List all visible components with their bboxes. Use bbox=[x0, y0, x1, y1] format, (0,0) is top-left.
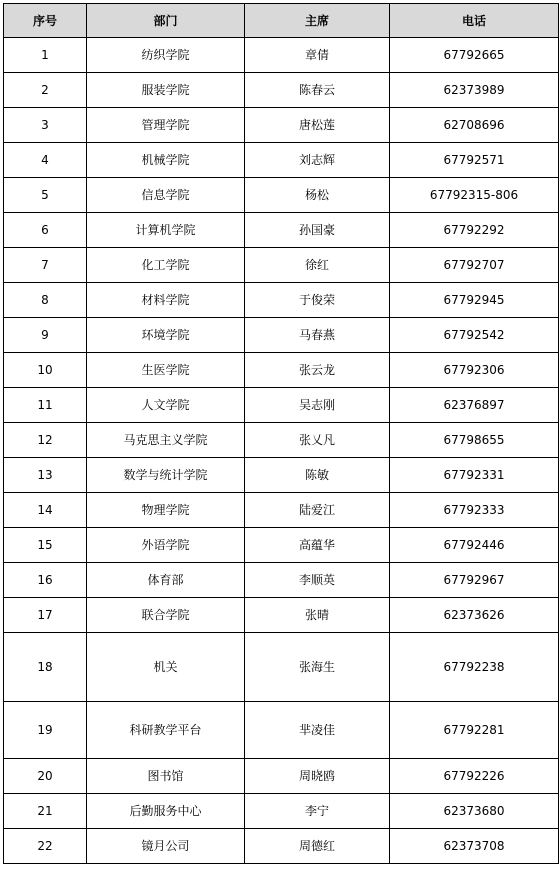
table-row bbox=[4, 178, 559, 213]
cell-department: 纺织学院 bbox=[87, 38, 245, 73]
cell-phone: 62373708 bbox=[390, 829, 559, 864]
cell-chair: 陆爱江 bbox=[245, 493, 390, 528]
cell-phone: 67792292 bbox=[390, 213, 559, 248]
cell-phone: 67792238 bbox=[390, 633, 559, 702]
cell-phone: 67792571 bbox=[390, 143, 559, 178]
cell-department: 图书馆 bbox=[87, 759, 245, 794]
table-row bbox=[4, 493, 559, 528]
cell-phone: 62708696 bbox=[390, 108, 559, 143]
cell-department: 联合学院 bbox=[87, 598, 245, 633]
table-row bbox=[4, 108, 559, 143]
cell-index: 22 bbox=[4, 829, 87, 864]
cell-department: 化工学院 bbox=[87, 248, 245, 283]
cell-chair: 刘志辉 bbox=[245, 143, 390, 178]
cell-index: 6 bbox=[4, 213, 87, 248]
cell-chair: 张云龙 bbox=[245, 353, 390, 388]
cell-chair: 唐松莲 bbox=[245, 108, 390, 143]
cell-chair: 章倩 bbox=[245, 38, 390, 73]
cell-phone: 67792967 bbox=[390, 563, 559, 598]
cell-chair: 芈凌佳 bbox=[245, 702, 390, 759]
cell-phone: 67792665 bbox=[390, 38, 559, 73]
table-row bbox=[4, 283, 559, 318]
cell-phone: 67792306 bbox=[390, 353, 559, 388]
table-row bbox=[4, 353, 559, 388]
cell-phone: 62373989 bbox=[390, 73, 559, 108]
cell-chair: 张乂凡 bbox=[245, 423, 390, 458]
cell-phone: 67792226 bbox=[390, 759, 559, 794]
header-index: 序号 bbox=[4, 4, 87, 38]
cell-index: 9 bbox=[4, 318, 87, 353]
cell-index: 17 bbox=[4, 598, 87, 633]
contact-table bbox=[3, 3, 559, 864]
cell-phone: 62376897 bbox=[390, 388, 559, 423]
table-row bbox=[4, 702, 559, 759]
cell-chair: 陈敏 bbox=[245, 458, 390, 493]
cell-index: 15 bbox=[4, 528, 87, 563]
cell-department: 外语学院 bbox=[87, 528, 245, 563]
cell-department: 镜月公司 bbox=[87, 829, 245, 864]
cell-chair: 吴志刚 bbox=[245, 388, 390, 423]
cell-phone: 67792707 bbox=[390, 248, 559, 283]
cell-department: 材料学院 bbox=[87, 283, 245, 318]
cell-phone: 67792446 bbox=[390, 528, 559, 563]
cell-department: 后勤服务中心 bbox=[87, 794, 245, 829]
cell-department: 机械学院 bbox=[87, 143, 245, 178]
cell-department: 机关 bbox=[87, 633, 245, 702]
cell-chair: 于俊荣 bbox=[245, 283, 390, 318]
header-row bbox=[4, 4, 559, 38]
cell-index: 1 bbox=[4, 38, 87, 73]
cell-chair: 陈春云 bbox=[245, 73, 390, 108]
table-row bbox=[4, 73, 559, 108]
table-row bbox=[4, 248, 559, 283]
cell-phone: 67792333 bbox=[390, 493, 559, 528]
header-department: 部门 bbox=[87, 4, 245, 38]
cell-index: 10 bbox=[4, 353, 87, 388]
table-row bbox=[4, 829, 559, 864]
cell-index: 3 bbox=[4, 108, 87, 143]
cell-phone: 67792281 bbox=[390, 702, 559, 759]
table-row bbox=[4, 423, 559, 458]
cell-phone: 67792542 bbox=[390, 318, 559, 353]
cell-department: 体育部 bbox=[87, 563, 245, 598]
cell-department: 科研教学平台 bbox=[87, 702, 245, 759]
header-chair: 主席 bbox=[245, 4, 390, 38]
cell-phone: 67792315-806 bbox=[390, 178, 559, 213]
cell-chair: 李顺英 bbox=[245, 563, 390, 598]
cell-index: 8 bbox=[4, 283, 87, 318]
cell-chair: 张海生 bbox=[245, 633, 390, 702]
cell-chair: 张晴 bbox=[245, 598, 390, 633]
cell-index: 21 bbox=[4, 794, 87, 829]
table-row bbox=[4, 563, 559, 598]
cell-index: 11 bbox=[4, 388, 87, 423]
cell-department: 马克思主义学院 bbox=[87, 423, 245, 458]
table-row bbox=[4, 38, 559, 73]
cell-index: 16 bbox=[4, 563, 87, 598]
cell-department: 服装学院 bbox=[87, 73, 245, 108]
cell-chair: 杨松 bbox=[245, 178, 390, 213]
cell-department: 物理学院 bbox=[87, 493, 245, 528]
cell-phone: 67792331 bbox=[390, 458, 559, 493]
cell-index: 5 bbox=[4, 178, 87, 213]
table-row bbox=[4, 318, 559, 353]
cell-phone: 67792945 bbox=[390, 283, 559, 318]
table-row bbox=[4, 388, 559, 423]
cell-department: 计算机学院 bbox=[87, 213, 245, 248]
header-phone: 电话 bbox=[390, 4, 559, 38]
cell-chair: 周晓鸥 bbox=[245, 759, 390, 794]
table-row bbox=[4, 213, 559, 248]
table-row bbox=[4, 143, 559, 178]
cell-chair: 徐红 bbox=[245, 248, 390, 283]
cell-index: 7 bbox=[4, 248, 87, 283]
cell-index: 18 bbox=[4, 633, 87, 702]
cell-index: 13 bbox=[4, 458, 87, 493]
cell-department: 管理学院 bbox=[87, 108, 245, 143]
cell-index: 2 bbox=[4, 73, 87, 108]
cell-index: 12 bbox=[4, 423, 87, 458]
cell-chair: 李宁 bbox=[245, 794, 390, 829]
cell-department: 数学与统计学院 bbox=[87, 458, 245, 493]
table-row bbox=[4, 633, 559, 702]
cell-phone: 62373626 bbox=[390, 598, 559, 633]
cell-phone: 62373680 bbox=[390, 794, 559, 829]
cell-index: 19 bbox=[4, 702, 87, 759]
cell-index: 20 bbox=[4, 759, 87, 794]
table-row bbox=[4, 458, 559, 493]
table-row bbox=[4, 598, 559, 633]
cell-department: 环境学院 bbox=[87, 318, 245, 353]
table-row bbox=[4, 528, 559, 563]
table-row bbox=[4, 794, 559, 829]
cell-department: 信息学院 bbox=[87, 178, 245, 213]
cell-phone: 67798655 bbox=[390, 423, 559, 458]
cell-index: 14 bbox=[4, 493, 87, 528]
cell-chair: 孙国豪 bbox=[245, 213, 390, 248]
cell-chair: 高蕴华 bbox=[245, 528, 390, 563]
table-row bbox=[4, 759, 559, 794]
cell-department: 人文学院 bbox=[87, 388, 245, 423]
cell-chair: 周德红 bbox=[245, 829, 390, 864]
cell-department: 生医学院 bbox=[87, 353, 245, 388]
cell-index: 4 bbox=[4, 143, 87, 178]
cell-chair: 马春燕 bbox=[245, 318, 390, 353]
